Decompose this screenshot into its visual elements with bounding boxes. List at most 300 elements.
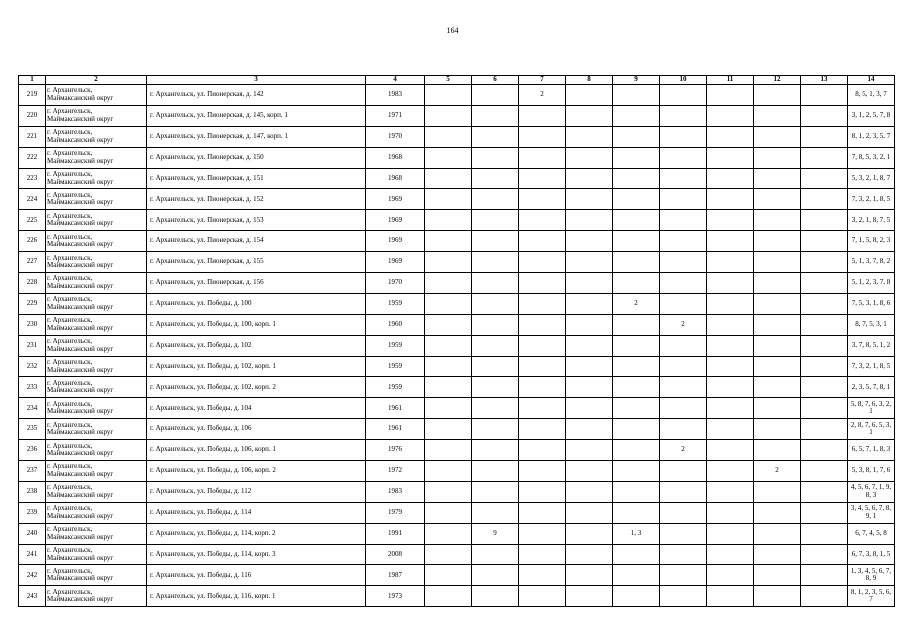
value-cell [801,105,848,126]
address-cell: г. Архангельск, ул. Победы, д. 116 [147,565,366,586]
table-row [19,377,895,398]
municipality-line: Маймаксанский округ [47,156,114,165]
value-cell [519,481,566,502]
municipality-line: г. Архангельск, [47,504,93,513]
value-cell [707,440,754,461]
municipality-line: Маймаксанский округ [47,428,114,437]
row-number: 229 [19,293,46,314]
codes-cell: 6, 7, 4, 5, 8 [848,523,895,544]
table-row [19,231,895,252]
row-number: 228 [19,273,46,294]
row-number: 237 [19,461,46,482]
row-number: 232 [19,356,46,377]
municipality-cell [46,293,147,314]
codes-cell: 8, 1, 2, 3, 5, 6, 7 [848,586,895,607]
value-cell [707,419,754,440]
year-cell: 1983 [366,481,425,502]
municipality-line: г. Архангельск, [47,253,93,262]
value-cell [425,356,472,377]
value-cell [801,481,848,502]
value-cell [519,231,566,252]
value-cell [801,335,848,356]
value-cell [801,210,848,231]
column-number-row [19,76,895,85]
codes-cell: 3, 7, 8, 5, 1, 2 [848,335,895,356]
municipality-line: Маймаксанский округ [47,386,114,395]
address-cell: г. Архангельск, ул. Победы, д. 106, корп. 1 [147,440,366,461]
value-cell [660,523,707,544]
value-cell [660,335,707,356]
value-cell [801,273,848,294]
table-row [19,440,895,461]
codes-cell: 5, 3, 2, 1, 8, 7 [848,168,895,189]
address-cell: г. Архангельск, ул. Победы, д. 114, корп. 3 [147,544,366,565]
value-cell [425,273,472,294]
municipality-line: г. Архангельск, [47,295,93,304]
municipality-cell [46,335,147,356]
municipality-cell [46,147,147,168]
value-cell [754,231,801,252]
value-cell [707,168,754,189]
value-cell [472,273,519,294]
value-cell [519,440,566,461]
value-cell [754,126,801,147]
year-cell: 1991 [366,523,425,544]
table-row [19,523,895,544]
value-cell [425,586,472,607]
value-cell [613,252,660,273]
value-cell [754,273,801,294]
value-cell [707,481,754,502]
value-cell [613,231,660,252]
municipality-cell [46,481,147,502]
municipality-line: Маймаксанский округ [47,511,114,520]
municipality-line: г. Архангельск, [47,107,93,116]
value-cell [801,419,848,440]
row-number: 240 [19,523,46,544]
value-cell [801,85,848,106]
column-header: 14 [848,76,895,85]
municipality-line: г. Архангельск, [47,441,93,450]
value-cell [566,419,613,440]
value-cell [519,502,566,523]
municipality-line: г. Архангельск, [47,170,93,178]
value-cell [754,85,801,106]
value-cell [472,398,519,419]
municipality-cell [46,252,147,273]
value-cell [613,335,660,356]
value-cell [754,252,801,273]
row-number: 219 [19,85,46,106]
row-number: 241 [19,544,46,565]
value-cell [801,398,848,419]
address-cell: г. Архангельск, ул. Пионерская, д. 151 [147,168,366,189]
value-cell [613,419,660,440]
year-cell: 2008 [366,544,425,565]
value-cell [660,85,707,106]
municipality-line: г. Архангельск, [47,211,93,220]
value-cell [707,293,754,314]
municipality-cell [46,126,147,147]
municipality-cell [46,210,147,231]
table-row [19,461,895,482]
address-cell: г. Архангельск, ул. Пионерская, д. 142 [147,85,366,106]
address-cell: г. Архангельск, ул. Победы, д. 112 [147,481,366,502]
value-cell [425,85,472,106]
table-row [19,565,895,586]
value-cell [425,126,472,147]
codes-cell: 8, 7, 5, 3, 1 [848,314,895,335]
value-cell [801,189,848,210]
codes-cell: 4, 5, 6, 7, 1, 9, 8, 3 [848,481,895,502]
value-cell [519,523,566,544]
value-cell [707,210,754,231]
value-cell [472,461,519,482]
value-cell [472,335,519,356]
value-cell [519,105,566,126]
municipality-cell [46,377,147,398]
municipality-line: г. Архангельск, [47,587,93,596]
year-cell: 1979 [366,502,425,523]
value-cell [566,168,613,189]
value-cell [754,544,801,565]
municipality-cell [46,273,147,294]
row-number: 231 [19,335,46,356]
municipality-line: Маймаксанский округ [47,553,114,562]
address-cell: г. Архангельск, ул. Победы, д. 102, корп. 1 [147,356,366,377]
municipality-line: Маймаксанский округ [47,219,114,228]
value-cell [754,481,801,502]
value-cell [519,419,566,440]
municipality-line: г. Архангельск, [47,316,93,325]
column-header: 9 [613,76,660,85]
address-cell: г. Архангельск, ул. Победы, д. 116, корп. 1 [147,586,366,607]
table-row [19,356,895,377]
table-row [19,398,895,419]
address-cell: г. Архангельск, ул. Пионерская, д. 145, корп. 1 [147,105,366,126]
value-cell [754,189,801,210]
value-cell: 2 [660,440,707,461]
value-cell [425,565,472,586]
value-cell [425,168,472,189]
value-cell [566,356,613,377]
value-cell [472,314,519,335]
municipality-line: г. Архангельск, [47,128,93,137]
municipality-line: г. Архангельск, [47,546,93,555]
row-number: 221 [19,126,46,147]
value-cell: 2 [613,293,660,314]
municipality-line: Маймаксанский округ [47,93,114,102]
value-cell [707,105,754,126]
municipality-line: г. Архангельск, [47,483,93,492]
value-cell [425,523,472,544]
table-row [19,335,895,356]
municipality-line: г. Архангельск, [47,378,93,387]
address-cell: г. Архангельск, ул. Победы, д. 114 [147,502,366,523]
municipality-cell [46,440,147,461]
codes-cell: 7, 5, 3, 1, 8, 6 [848,293,895,314]
row-number: 236 [19,440,46,461]
value-cell [754,147,801,168]
value-cell [566,126,613,147]
year-cell: 1959 [366,335,425,356]
value-cell [566,105,613,126]
row-number: 230 [19,314,46,335]
value-cell [519,398,566,419]
value-cell [801,544,848,565]
value-cell [566,147,613,168]
row-number: 223 [19,168,46,189]
municipality-line: г. Архангельск, [47,420,93,429]
municipality-line: г. Архангельск, [47,358,93,367]
value-cell [519,461,566,482]
address-cell: г. Архангельск, ул. Победы, д. 106, корп. 2 [147,461,366,482]
value-cell [754,440,801,461]
value-cell [613,440,660,461]
address-cell: г. Архангельск, ул. Победы, д. 100, корп. 1 [147,314,366,335]
value-cell [425,461,472,482]
value-cell [660,461,707,482]
row-number: 226 [19,231,46,252]
value-cell [754,419,801,440]
value-cell [566,252,613,273]
value-cell [566,523,613,544]
value-cell [472,565,519,586]
municipality-line: Маймаксанский округ [47,407,114,416]
municipality-line: Маймаксанский округ [47,240,114,249]
municipality-cell [46,544,147,565]
column-header: 8 [566,76,613,85]
value-cell [707,231,754,252]
value-cell [754,398,801,419]
value-cell [613,189,660,210]
year-cell: 1976 [366,440,425,461]
value-cell [707,523,754,544]
codes-cell: 7, 8, 5, 3, 2, 1 [848,147,895,168]
row-number: 233 [19,377,46,398]
value-cell [613,314,660,335]
value-cell [660,356,707,377]
table-row [19,314,895,335]
value-cell [707,314,754,335]
value-cell [472,377,519,398]
value-cell [425,105,472,126]
value-cell [707,273,754,294]
value-cell [472,147,519,168]
value-cell [801,168,848,189]
value-cell [754,210,801,231]
value-cell [566,293,613,314]
page-number: 164 [446,26,459,35]
codes-cell: 5, 1, 2, 3, 7, 8 [848,273,895,294]
year-cell: 1959 [366,356,425,377]
value-cell: 9 [472,523,519,544]
codes-cell: 3, 1, 2, 5, 7, 8 [848,105,895,126]
value-cell [519,293,566,314]
value-cell [660,126,707,147]
row-number: 242 [19,565,46,586]
value-cell [660,377,707,398]
year-cell: 1987 [366,565,425,586]
value-cell [660,419,707,440]
value-cell [613,565,660,586]
value-cell: 2 [660,314,707,335]
municipality-line: г. Архангельск, [47,337,93,346]
value-cell [707,252,754,273]
year-cell: 1959 [366,377,425,398]
value-cell [660,210,707,231]
value-cell [801,461,848,482]
value-cell [425,440,472,461]
municipality-cell [46,85,147,106]
municipality-line: Маймаксанский округ [47,135,114,144]
codes-cell: 8, 1, 2, 3, 5, 7 [848,126,895,147]
table-row [19,85,895,106]
table-row [19,502,895,523]
value-cell [566,189,613,210]
municipality-cell [46,461,147,482]
municipality-line: Маймаксанский округ [47,281,114,290]
value-cell [754,502,801,523]
value-cell [519,168,566,189]
municipality-line: г. Архангельск, [47,232,93,241]
value-cell [519,210,566,231]
value-cell [660,252,707,273]
value-cell [660,105,707,126]
value-cell [613,377,660,398]
value-cell [707,147,754,168]
value-cell [660,481,707,502]
year-cell: 1983 [366,85,425,106]
value-cell [754,293,801,314]
municipality-cell [46,586,147,607]
year-cell: 1973 [366,586,425,607]
value-cell [566,565,613,586]
value-cell [472,189,519,210]
column-header: 13 [801,76,848,85]
row-number: 224 [19,189,46,210]
codes-cell: 8, 5, 1, 3, 7 [848,85,895,106]
value-cell [613,502,660,523]
value-cell [801,440,848,461]
year-cell: 1969 [366,231,425,252]
year-cell: 1960 [366,314,425,335]
value-cell [472,481,519,502]
value-cell [519,377,566,398]
table-row [19,481,895,502]
column-header: 10 [660,76,707,85]
value-cell [425,398,472,419]
value-cell [707,461,754,482]
value-cell [472,544,519,565]
value-cell [754,314,801,335]
value-cell [566,544,613,565]
year-cell: 1968 [366,147,425,168]
table-row [19,252,895,273]
value-cell [613,273,660,294]
year-cell: 1972 [366,461,425,482]
value-cell [801,356,848,377]
column-header: 7 [519,76,566,85]
address-cell: г. Архангельск, ул. Победы, д. 106 [147,419,366,440]
municipality-line: г. Архангельск, [47,190,93,199]
value-cell [801,231,848,252]
table-row [19,419,895,440]
codes-cell: 2, 3, 5, 7, 8, 1 [848,377,895,398]
value-cell [425,377,472,398]
municipality-line: Маймаксанский округ [47,532,114,541]
year-cell: 1970 [366,126,425,147]
value-cell [472,105,519,126]
value-cell [425,419,472,440]
table-row [19,189,895,210]
value-cell [519,565,566,586]
municipality-line: Маймаксанский округ [47,469,114,478]
value-cell [519,586,566,607]
value-cell [519,544,566,565]
value-cell [566,461,613,482]
municipality-cell [46,356,147,377]
value-cell [707,502,754,523]
value-cell [707,126,754,147]
value-cell [425,481,472,502]
value-cell [613,147,660,168]
codes-cell: 5, 3, 8, 1, 7, 6 [848,461,895,482]
address-cell: г. Архангельск, ул. Пионерская, д. 155 [147,252,366,273]
municipality-line: г. Архангельск, [47,86,93,95]
value-cell [613,398,660,419]
year-cell: 1959 [366,293,425,314]
value-cell [754,105,801,126]
value-cell [472,419,519,440]
municipality-line: Маймаксанский округ [47,114,114,123]
municipality-line: г. Архангельск, [47,399,93,408]
municipality-line: г. Архангельск, [47,566,93,575]
value-cell [566,377,613,398]
value-cell [754,565,801,586]
municipality-line: Маймаксанский округ [47,177,114,186]
value-cell [566,85,613,106]
table-row [19,210,895,231]
value-cell [801,314,848,335]
value-cell [613,85,660,106]
value-cell [566,314,613,335]
value-cell [801,523,848,544]
value-cell [707,586,754,607]
value-cell [801,147,848,168]
value-cell [425,147,472,168]
value-cell [613,105,660,126]
municipality-line: Маймаксанский округ [47,198,114,207]
codes-cell: 6, 5, 7, 1, 8, 3 [848,440,895,461]
value-cell [801,565,848,586]
year-cell: 1969 [366,189,425,210]
municipality-line: Маймаксанский округ [47,344,114,353]
value-cell [660,231,707,252]
municipality-line: Маймаксанский округ [47,365,114,374]
value-cell [472,586,519,607]
value-cell [660,189,707,210]
year-cell: 1961 [366,398,425,419]
value-cell [566,440,613,461]
value-cell [519,189,566,210]
value-cell [472,126,519,147]
column-header: 4 [366,76,425,85]
municipality-cell [46,189,147,210]
value-cell [425,502,472,523]
codes-cell: 3, 2, 1, 8, 7, 5 [848,210,895,231]
value-cell [472,293,519,314]
